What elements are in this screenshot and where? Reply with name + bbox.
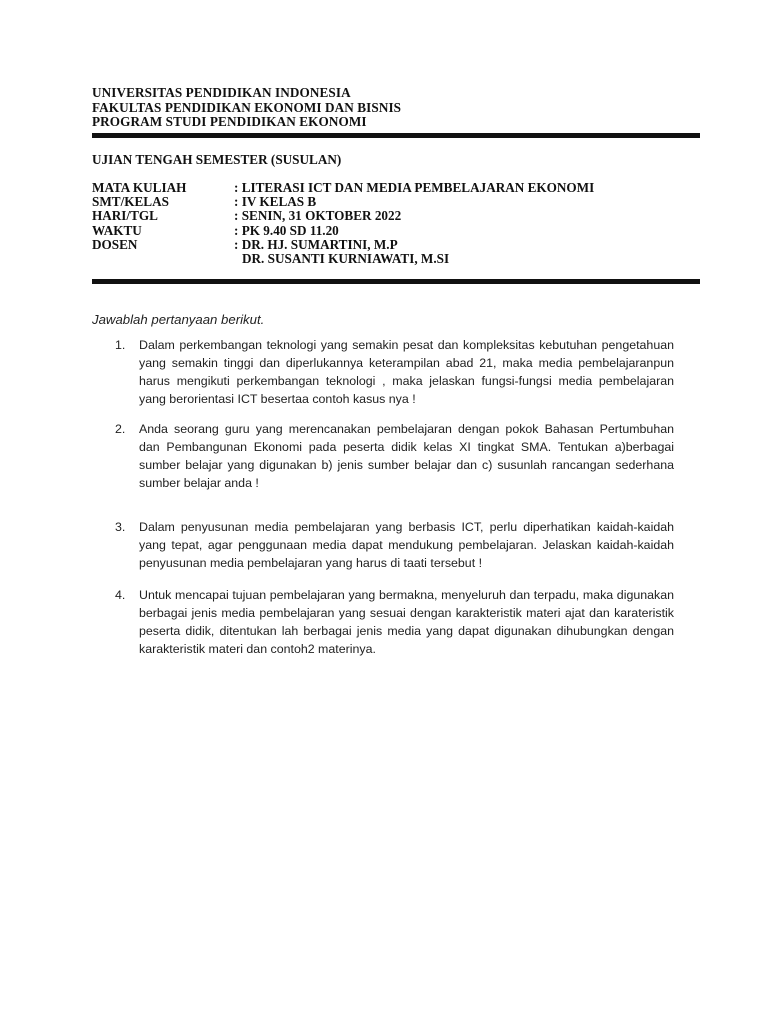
question-number: 3. (115, 520, 126, 534)
exam-title: UJIAN TENGAH SEMESTER (SUSULAN) (92, 152, 342, 167)
question-text: Untuk mencapai tujuan pembelajaran yang bermakna, menyeluruh dan terpadu, maka digunakan berbagai jenis media pembelajaran yang sesuai dengan karakteristik materi ajat dan karateristik peserta didik, ditentukan lah berbagai jenis media yang dapat digunakan dihubungkan dengan karakteristik materi dan contoh2 materinya. (139, 588, 674, 656)
instruction-text: Jawablah pertanyaan berikut. (92, 312, 265, 327)
question-text: Dalam perkembangan teknologi yang semakin pesat dan kompleksitas kebutuhan pengetahuan yang semakin tinggi dan diperlukannya keterampilan abad 21, maka media pembelajaranpun harus mengikuti perkembangan teknologi , maka jelaskan fungsi-fungsi media pembelajaran yang berorientasi ICT besertaa contoh kasus nya ! (139, 338, 674, 406)
faculty-name: FAKULTAS PENDIDIKAN EKONOMI DAN BISNIS (92, 99, 402, 115)
info-divider (92, 279, 700, 284)
info-label: HARI/TGL (92, 208, 158, 224)
info-value: : IV KELAS B (234, 194, 317, 210)
header-divider (92, 133, 700, 138)
info-label: SMT/KELAS (92, 194, 169, 210)
info-row-time (92, 224, 594, 238)
question-number: 1. (115, 338, 126, 352)
question-number: 2. (115, 422, 126, 436)
question-item (115, 420, 674, 492)
exam-info-block (92, 181, 594, 266)
info-label: MATA KULIAH (92, 180, 187, 195)
question-item (115, 336, 674, 408)
question-item (115, 518, 674, 572)
info-label: DOSEN (92, 236, 138, 252)
info-value: : SENIN, 31 OKTOBER 2022 (234, 208, 402, 224)
info-label: WAKTU (92, 222, 142, 238)
info-row-date (92, 209, 594, 223)
info-value: : DR. HJ. SUMARTINI, M.P (234, 236, 398, 252)
question-number: 4. (115, 588, 126, 602)
info-row-lecturer (92, 238, 594, 252)
info-value: : LITERASI ICT DAN MEDIA PEMBELAJARAN EKONOMI (234, 180, 595, 195)
question-item (115, 586, 674, 658)
institution-header (92, 86, 401, 130)
info-row-course (92, 181, 594, 195)
question-text: Dalam penyusunan media pembelajaran yang berbasis ICT, perlu diperhatikan kaidah-kaidah yang tepat, agar penggunaan media dapat mendukung pembelajaran. Jelaskan kaidah-kaidah penyusunan media pembelajaran yang harus di taati tersebut ! (139, 520, 674, 570)
info-value: : PK 9.40 SD 11.20 (234, 222, 339, 238)
university-name: UNIVERSITAS PENDIDIKAN INDONESIA (92, 85, 351, 100)
info-lecturer-second: DR. SUSANTI KURNIAWATI, M.SI (242, 251, 450, 267)
info-row-class (92, 195, 594, 209)
question-text: Anda seorang guru yang merencanakan pembelajaran dengan pokok Bahasan Pertumbuhan dan Pembangunan Ekonomi pada peserta didik kelas XI tingkat SMA. Tentukan a)berbagai sumber belajar yang digunakan b) jenis sumber belajar dan c) susunlah rancangan sederhana sumber belajar anda ! (139, 422, 674, 490)
program-name: PROGRAM STUDI PENDIDIKAN EKONOMI (92, 114, 367, 129)
